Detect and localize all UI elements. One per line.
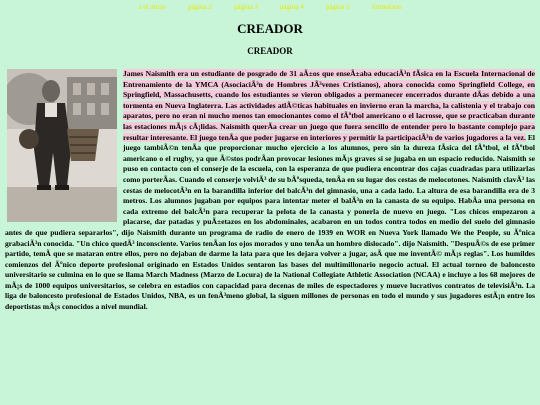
nav-link-pagina-3[interactable]: página 3 [233, 3, 258, 11]
nav-link-pagina-4[interactable]: página 4 [279, 3, 304, 11]
article-intro-highlight: James Naismith era un estudiante de posgrado de 31 aÃ±os que enseÃ±aba educaciÃ³n fÃsica en la Escuela Internacional de Entrenamiento de la YMCA (AsociaciÃ³n de Hombres JÃ³venes Cristianos), ahora conocida como Springfield College, en Springfield, Massachusetts, cuando los estudiantes se vieron obligados a permanecer encerrados durante dÃas debido a una tormenta en Nueva Inglaterra. Las actividades atlÃ©ticas habituales en invierno eran la marcha, la calistenia y el trabajo con aparatos, pero no eran ni mucho menos tan emocionantes como el fÃºtbol americano o el lacrosse, que se practicaban durante las estaciones mÃ¡s cÃ¡lidas. Naismith querÃa crear un juego que fuera sencillo de entender pero lo bastante complejo para resultar interesante. El juego tenÃa que poder jugarse en interiores y permitir la participaciÃ³n de varios jugadores a la vez. [123, 69, 535, 142]
historical-photo-icon [7, 69, 117, 222]
article-body-text: El juego tambiÃ©n tenÃa que proporcionar mucho ejercicio a los alumnos, pero sin la dureza fÃsica del fÃºtbol, el fÃºtbol americano o el rugby, ya que Ã©stos podrÃan provocar lesiones mÃ¡s graves si se jugaba en un espacio reducido. Naismith se puso en contacto con el conserje de la escuela, con la esperanza de que pudiera encontrar dos cajas cuadradas para utilizarlas como porterÃas. Cuando el conserje volviÃ³ de su bÃºsqueda, tenÃa en su lugar dos cestas de melocotones. Naismith clavÃ³ las cestas de melocotÃ³n en la barandilla inferior del balcÃ³n del gimnasio, una a cada lado. La altura de esa barandilla era de 3 metros. Los alumnos jugaban por equipos para intentar meter el balÃ³n en la canasta de su equipo. HabÃa una persona en cada extremo del balcÃ³n para recuperar la pelota de la canasta y ponerla de nuevo en juego. "Los chicos empezaron a placarse, dar patadas y puÃ±etazos en los abdominales, acabaron en un todos contra todos en medio del suelo del gimnasio antes de que pudiera separarlos", dijo Naismith durante un programa de radio de enero de 1939 en WOR en Nueva York llamado We the People, su Ãºnica grabaciÃ³n conocida. "Un chico quedÃ³ inconsciente. Varios tenÃan los ojos morados y uno tenÃa un hombro dislocado". dijo Naismith. "DespuÃ©s de ese primer partido, temÃ que se mataran entre ellos, pero no dejaban de darme la lata para que les dejara volver a jugar, asÃ que me inventÃ© mÃ¡s reglas". Los humildes comienzos del Ãºnico deporte profesional originado en Estados Unidos sentaron las bases del multimillonario negocio actual. El actual torneo de baloncesto universitario se culmina en lo que se llama March Madness (Marzo de Locura) de la National Collegiate Athletic Association (NCAA) e incluye a los 68 mejores de mÃ¡s de 1000 equipos universitarios, se celebra en estadios con capacidad para decenas de miles de espectadores y mueve lucrativos contratos de televisiÃ³n. La liga de baloncesto profesional de Estados Unidos, NBA, es un fenÃ³meno global, la siguen millones de personas en todo el mundo y sus jugadores estÃ¡n entre los deportistas mÃ¡s conocidos a nivel mundial. [5, 132, 535, 312]
nav-link-pagina-5[interactable]: página 5 [325, 3, 350, 11]
nav-link-inicio[interactable]: a el inicio [138, 3, 166, 11]
top-nav [0, 0, 540, 14]
nav-link-pagina-2[interactable]: página 2 [187, 3, 212, 11]
page-title: CREADOR [237, 21, 303, 36]
page-subtitle: CREADOR [247, 46, 293, 56]
article [5, 69, 535, 313]
nav-link-formulario[interactable]: formulario [371, 3, 402, 11]
